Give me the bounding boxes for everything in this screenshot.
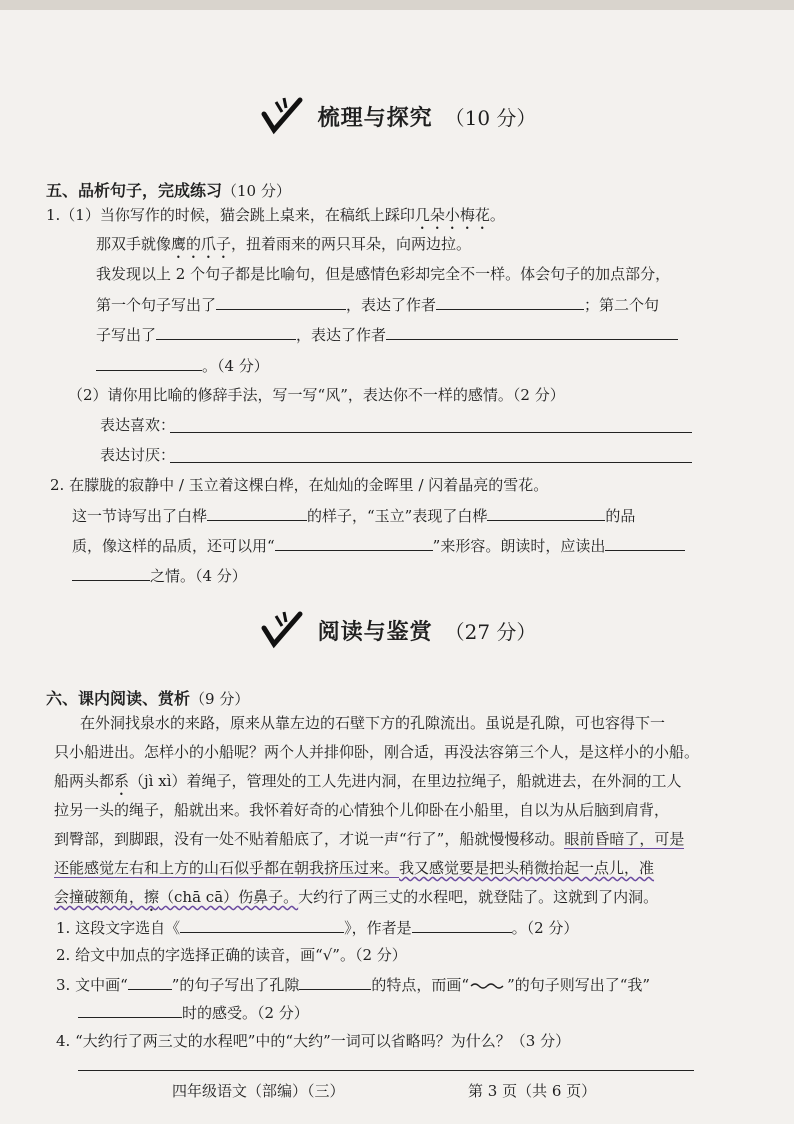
wavy-line-icon [469, 976, 507, 990]
text: 子写出了 [96, 326, 157, 344]
text: ，表达了作者 [346, 296, 437, 314]
wavy-underlined-text: 会撞破额角， [54, 888, 145, 906]
q5-poem-q2 [72, 534, 685, 557]
q5-item1-line4 [96, 293, 659, 316]
answer-blank[interactable] [216, 293, 346, 310]
answer-line-like[interactable] [170, 432, 692, 433]
checkmark-pen-icon [260, 610, 306, 650]
dotted-text: 几朵小梅花 [414, 206, 490, 224]
text: 第一个句子写出了 [96, 296, 217, 314]
text: 之情。（4 分） [150, 567, 247, 585]
section-title: 阅读与鉴赏 [317, 618, 433, 645]
passage-line-5 [54, 828, 684, 850]
text: ”的句子则写出了“我” [507, 976, 651, 994]
text: 3. 文中画“ [56, 976, 128, 994]
answer-blank[interactable] [412, 916, 512, 933]
answer-blank[interactable] [436, 293, 584, 310]
q6-question-4: 4. “大约行了两三丈的水程吧”中的“大约”一词可以省略吗？为什么？（3 分） [56, 1032, 571, 1050]
answer-line-q4[interactable] [78, 1070, 694, 1071]
q6-title: 六、课内阅读、赏析 [46, 689, 191, 708]
text: 。（4 分） [202, 357, 269, 375]
q5-item1-line2 [96, 233, 471, 262]
text: 质，像这样的品质，还可以用“ [72, 537, 275, 555]
underlined-text: 还能感觉左右和上方的山石似乎都在朝我挤压过来。 [54, 859, 400, 877]
footer-left: 四年级语文（部编）（三） [172, 1082, 345, 1100]
text: （jì xì）着绳子，管理处的工人先进内洞，在里边拉绳子，船就进去，在外洞的工人 [129, 772, 682, 790]
q5-title: 五、品析句子，完成练习 [46, 181, 223, 200]
text: 的品 [605, 507, 636, 525]
q5-score: （10 分） [222, 182, 291, 200]
answer-blank[interactable] [156, 323, 296, 340]
answer-blank[interactable] [299, 973, 371, 990]
text: 大约行了两三丈的水程吧，就登陆了。这就到了内洞。 [298, 888, 659, 906]
answer-blank[interactable] [128, 973, 172, 990]
wavy-line-sample [469, 974, 507, 988]
answer-blank[interactable] [180, 916, 344, 933]
dotted-text: 鹰的爪子 [171, 235, 232, 253]
answer-blank[interactable] [207, 504, 307, 521]
exam-page [22, 18, 774, 1114]
section-score: （10 分） [444, 105, 537, 130]
q5-item2-like-label: 表达喜欢： [100, 416, 176, 434]
q6-question-1 [56, 916, 578, 939]
text: 1.（1）当你写作的时候，猫会跳上桌来，在稿纸上踩印 [46, 206, 415, 224]
text: 。（2 分） [511, 919, 579, 937]
passage-line-3 [54, 770, 682, 799]
text: ；第二个句 [584, 296, 660, 314]
text: ，扭着雨来的两只耳朵，向两边拉。 [231, 235, 472, 253]
q5-poem-q1 [72, 504, 635, 527]
question-6-heading [46, 686, 249, 709]
text: 那双手就像 [96, 235, 172, 253]
q5-item1-line5 [96, 323, 678, 346]
text: 船两头都 [54, 772, 115, 790]
text: 》，作者是 [344, 919, 412, 937]
footer-right: 第 3 页（共 6 页） [468, 1082, 597, 1100]
text: ”的句子写出了孔隙 [171, 976, 300, 994]
section-title: 梳理与探究 [317, 104, 433, 131]
passage-line-6 [54, 857, 654, 879]
underlined-text: 眼前昏暗了，可是 [564, 830, 685, 848]
section-header-review [22, 96, 774, 136]
text: 的特点，而画“ [371, 976, 470, 994]
answer-blank[interactable] [96, 354, 202, 371]
q5-item1-line1 [46, 204, 505, 233]
text: ”来形容。朗读时，应读出 [432, 537, 606, 555]
text: 1. 这段文字选自《 [56, 919, 181, 937]
q6-question-3 [56, 973, 650, 996]
q5-poem-q3 [72, 564, 247, 587]
answer-blank[interactable] [72, 564, 150, 581]
text: 。 [489, 206, 505, 224]
dotted-char: 系 [114, 772, 130, 790]
text: 这一节诗写出了白桦 [72, 507, 208, 525]
answer-blank[interactable] [487, 504, 605, 521]
q5-item1-line3: 我发现以上 2 个句子都是比喻句，但是感情色彩却完全不一样。体会句子的加点部分， [96, 265, 671, 283]
text: 到臀部，到脚跟，没有一处不贴着船底了，才说一声“行了”，船就慢慢移动。 [54, 830, 565, 848]
answer-blank[interactable] [275, 534, 433, 551]
q5-poem-line: 2. 在朦胧的寂静中 / 玉立着这棵白桦，在灿灿的金晖里 / 闪着晶亮的雪花。 [50, 476, 549, 494]
wavy-underlined-text: 我又感觉要是把头稍微抬起一点儿，准 [399, 859, 655, 877]
answer-blank[interactable] [605, 534, 685, 551]
q6-score: （9 分） [190, 690, 250, 708]
checkmark-pen-icon [260, 96, 306, 136]
text: 时的感受。（2 分） [182, 1004, 309, 1022]
answer-line-dislike[interactable] [170, 462, 692, 463]
text: 的样子，“玉立”表现了白桦 [307, 507, 488, 525]
section-score: （27 分） [444, 619, 537, 644]
q5-item2-dislike-label: 表达讨厌： [100, 446, 176, 464]
scan-top-edge [0, 0, 794, 10]
dotted-char: 擦 [144, 888, 160, 906]
answer-blank[interactable] [386, 323, 678, 340]
passage-line-7 [54, 886, 658, 915]
section-header-reading [22, 610, 774, 650]
passage-line-2: 只小船进出。怎样小的小船呢？两个人并排仰卧，刚合适，再没法容第三个人，是这样小的小船。 [54, 743, 700, 761]
question-5-heading [46, 178, 291, 201]
q5-item1-line6 [96, 354, 269, 377]
q6-question-3-line2 [78, 1001, 309, 1024]
passage-line-1: 在外洞找泉水的来路，原来从靠左边的石壁下方的孔隙流出。虽说是孔隙，可也容得下一 [80, 714, 666, 732]
wavy-underlined-text: （chā cā）伤鼻子。 [159, 888, 299, 906]
q5-item2-line1: （2）请你用比喻的修辞手法，写一写“风”，表达你不一样的感情。（2 分） [68, 386, 565, 404]
passage-line-4: 拉另一头的绳子，船就出来。我怀着好奇的心情独个儿仰卧在小船里，自以为从后脑到肩背， [54, 801, 670, 819]
answer-blank[interactable] [78, 1001, 182, 1018]
text: ，表达了作者 [296, 326, 387, 344]
q6-question-2: 2. 给文中加点的字选择正确的读音，画“√”。（2 分） [56, 946, 407, 964]
